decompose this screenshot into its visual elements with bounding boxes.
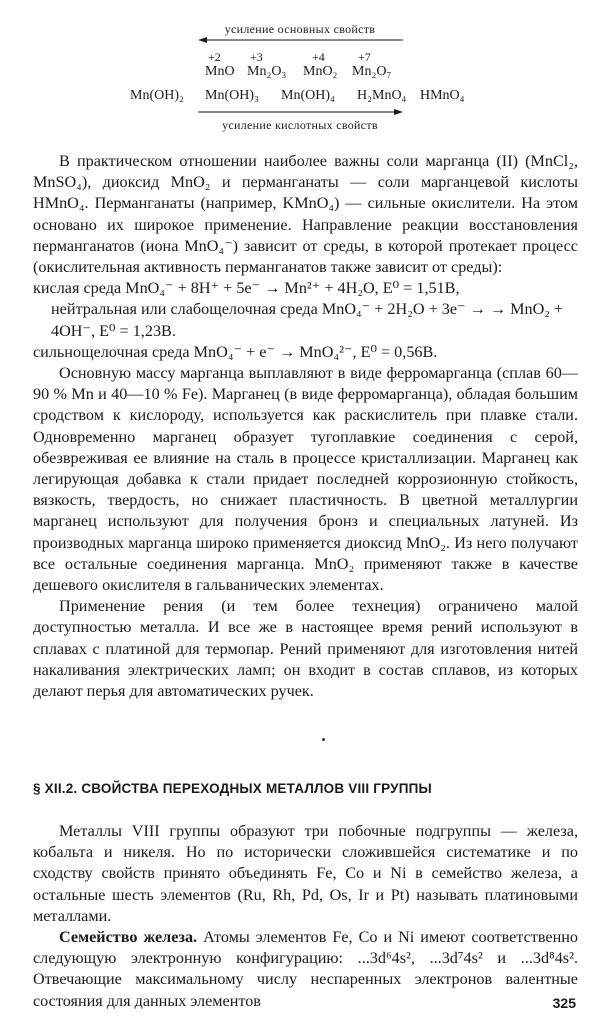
left-arrow-icon (198, 36, 403, 44)
hydroxide-formula: Mn(OH)₂ (130, 88, 184, 103)
hydroxide-formula: Mn(OH)₄ (281, 88, 335, 103)
acidic-properties-arrow (0, 108, 600, 132)
oxides-row (0, 64, 600, 80)
paragraph: В практическом отношении наиболее важны соли марганца (II) (MnCl₂, MnSO₄), диоксид MnO₂ и перманганаты — соли марганцевой кислоты HMnO₄. Перманганаты (например, KMnO₄) — сильные окислители. На этом основано их широкое применение. Направление реакции восстановления перманганатов (иона MnO₄⁻) зависит от среды, в которой протекает процесс (окислительная активность перманганатов также зависит от среды): (33, 152, 578, 277)
oxide-formula: Mn₂O₇ (352, 64, 392, 79)
section-text (33, 821, 578, 1012)
paragraph: Основную массу марганца выплавляют в виде ферромарганца (сплав 60—90 % Mn и 40—10 % Fe). Марганец (в виде ферромарганца), обладая большим сродством к кислороду, используется как раскислитель при плавке стали. Одновременно марганец образует тугоплавкие соединения с серой, обезвреживая ее влияние на сталь в процессе кристаллизации. Марганец как легирующая добавка к стали придает последней коррозионную стойкость, вязкость, твердость, но снижает пластичность. В цветной металлургии марганец используют для получения бронз и специальных латуней. Из производных марганца широко применяется диоксид MnO₂. Из него получают все остальные соединения марганца. MnO₂ применяют также в качестве дешевого окислителя в гальванических элементах. (33, 364, 578, 595)
paragraph: Применение рения (и тем более технеция) ограничено малой доступностью металла. И все же в настоящее время рений используют в сплавах с платиной для термопар. Рений применяют для изготовления нитей накаливания электрических ламп; он входит в состав сплавов, из которых делают перья для автоматических ручек. (33, 597, 578, 701)
oxide-formula: Mn₂O₃ (247, 64, 287, 79)
oxide-formula: MnO (205, 64, 235, 79)
run-in-heading: Семейство железа. (59, 928, 198, 947)
equation-neutral: нейтральная или слабощелочная среда MnO₄⁻ + 2H₂O + 3e⁻ → → MnO₂ + 4OH⁻, E⁰ = 1,23В. (51, 300, 564, 340)
print-speck (322, 738, 325, 741)
equation-alkaline: сильнощелочная среда MnO₄⁻ + e⁻ → MnO₄²⁻, E⁰ = 0,56В. (33, 342, 438, 361)
page-number: 325 (552, 995, 576, 1011)
equation-acidic: кислая среда MnO₄⁻ + 8H⁺ + 5e⁻ → Mn²⁺ + 4H₂O, E⁰ = 1,51В, (33, 279, 460, 298)
hydroxide-formula: Mn(OH)₃ (205, 88, 259, 103)
acidic-properties-label: усиление кислотных свойств (222, 118, 378, 132)
hydroxide-formula: HMnO₄ (420, 88, 465, 103)
paragraph: Металлы VIII группы образуют три побочные подгруппы — железа, кобальта и никеля. Но по исторически сложившейся систематике и по сходству свойств принято объединять Fe, Co и Ni в семейство железа, а остальные шесть элементов (Ru, Rh, Pd, Os, Ir и Pt) называть платиновыми металлами. (33, 822, 578, 925)
oxide-formula: MnO₂ (303, 64, 338, 79)
section-title: § XII.2. СВОЙСТВА ПЕРЕХОДНЫХ МЕТАЛЛОВ VIII ГРУППЫ (33, 781, 432, 796)
hydroxides-row (0, 88, 600, 108)
paragraph-iron-family (33, 927, 578, 1012)
manganese-properties-scheme (0, 18, 600, 132)
oxidation-state: +4 (312, 50, 325, 64)
oxidation-state: +7 (358, 50, 371, 64)
oxidation-state: +2 (208, 50, 221, 64)
right-arrow-icon (198, 108, 403, 116)
oxidation-states-row (0, 50, 600, 64)
main-text (33, 151, 578, 702)
basic-properties-label: усиление основных свойств (224, 22, 376, 36)
basic-properties-arrow (0, 18, 600, 42)
oxidation-state: +3 (250, 50, 263, 64)
hydroxide-formula: H₂MnO₄ (357, 88, 407, 103)
paragraph-body: Атомы элементов Fe, Co и Ni имеют соответственно следующую электронную конфигурацию: ...3d⁶4s², ...3d⁷4s² и ...3d⁸4s². Отвечающие максимальному числу неспаренных электронов валентные состояния для данных элементов (33, 928, 578, 1010)
